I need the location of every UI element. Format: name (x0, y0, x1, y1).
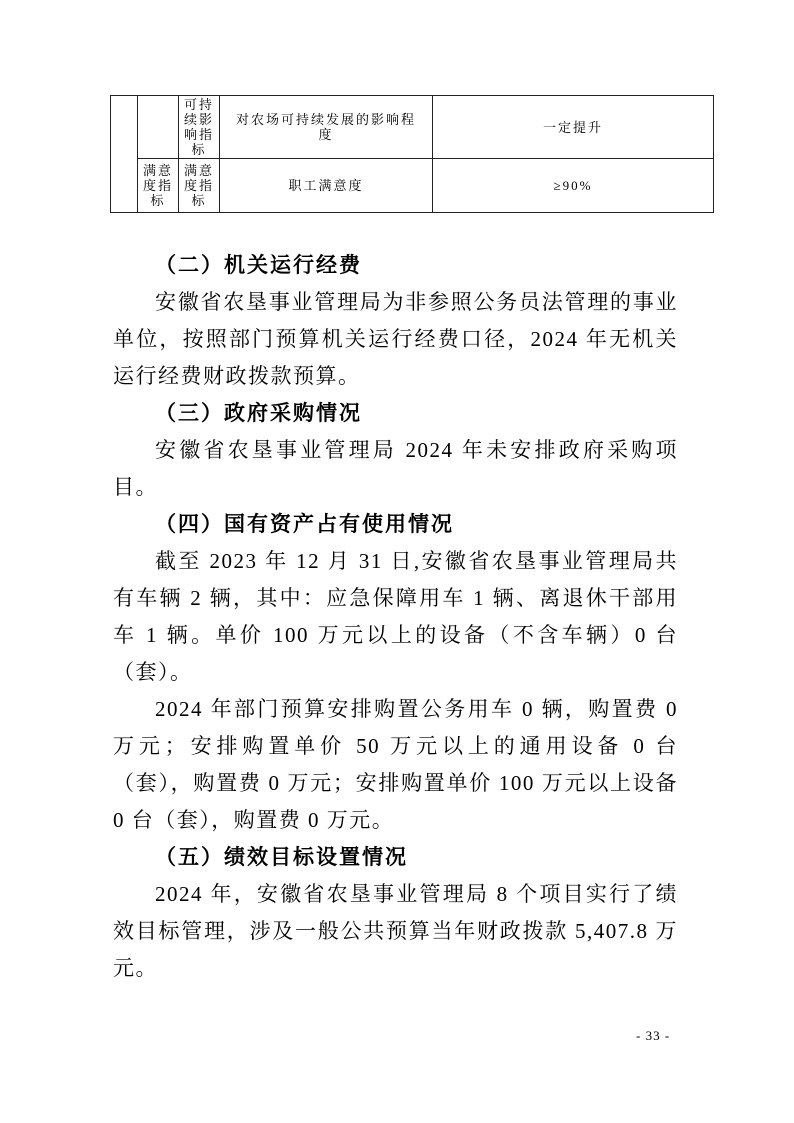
table-row (111, 96, 714, 159)
table-cell-level1 (111, 96, 138, 213)
table-cell-value-row2: ≥90% (433, 159, 714, 213)
section-heading-5: （五）绩效目标设置情况 (155, 845, 408, 869)
section-heading-3: （三）政府采购情况 (155, 401, 362, 425)
section-heading-4: （四）国有资产占有使用情况 (155, 512, 454, 536)
table-cell-indicator-row2: 职工满意度 (220, 159, 433, 213)
paragraph: 2024 年部门预算安排购置公务用车 0 辆，购置费 0 万元；安排购置单价 50 万元以上的通用设备 0 台（套），购置费 0 万元；安排购置单价 100 万元以上设备 0 台（套），购置费 0 万元。 (113, 697, 678, 832)
paragraph: 安徽省农垦事业管理局 2024 年未安排政府采购项目。 (113, 438, 678, 499)
section-heading-2: （二）机关运行经费 (155, 253, 362, 277)
paragraph: 截至 2023 年 12 月 31 日,安徽省农垦事业管理局共有车辆 2 辆，其中：应急保障用车 1 辆、离退休干部用车 1 辆。单价 100 万元以上的设备（不含车辆）0 台（套）。 (113, 549, 678, 684)
paragraph: 安徽省农垦事业管理局为非参照公务员法管理的事业单位，按照部门预算机关运行经费口径，2024 年无机关运行经费财政拨款预算。 (113, 290, 678, 388)
table-cell-level3-row2: 满意度指标 (179, 159, 220, 213)
table-cell-level3-row1: 可持续影响指标 (179, 96, 220, 159)
table-cell-level2-row1 (138, 96, 179, 159)
table-row (111, 159, 714, 213)
page-number: - 33 - (636, 1028, 671, 1043)
document-body (113, 247, 678, 987)
table-cell-value-row1: 一定提升 (433, 96, 714, 159)
performance-indicator-table (110, 95, 714, 213)
table-cell-level2-row2: 满意度指标 (138, 159, 179, 213)
paragraph: 2024 年，安徽省农垦事业管理局 8 个项目实行了绩效目标管理，涉及一般公共预算当年财政拨款 5,407.8 万元。 (113, 882, 678, 980)
table-cell-indicator-row1: 对农场可持续发展的影响程度 (220, 96, 433, 159)
